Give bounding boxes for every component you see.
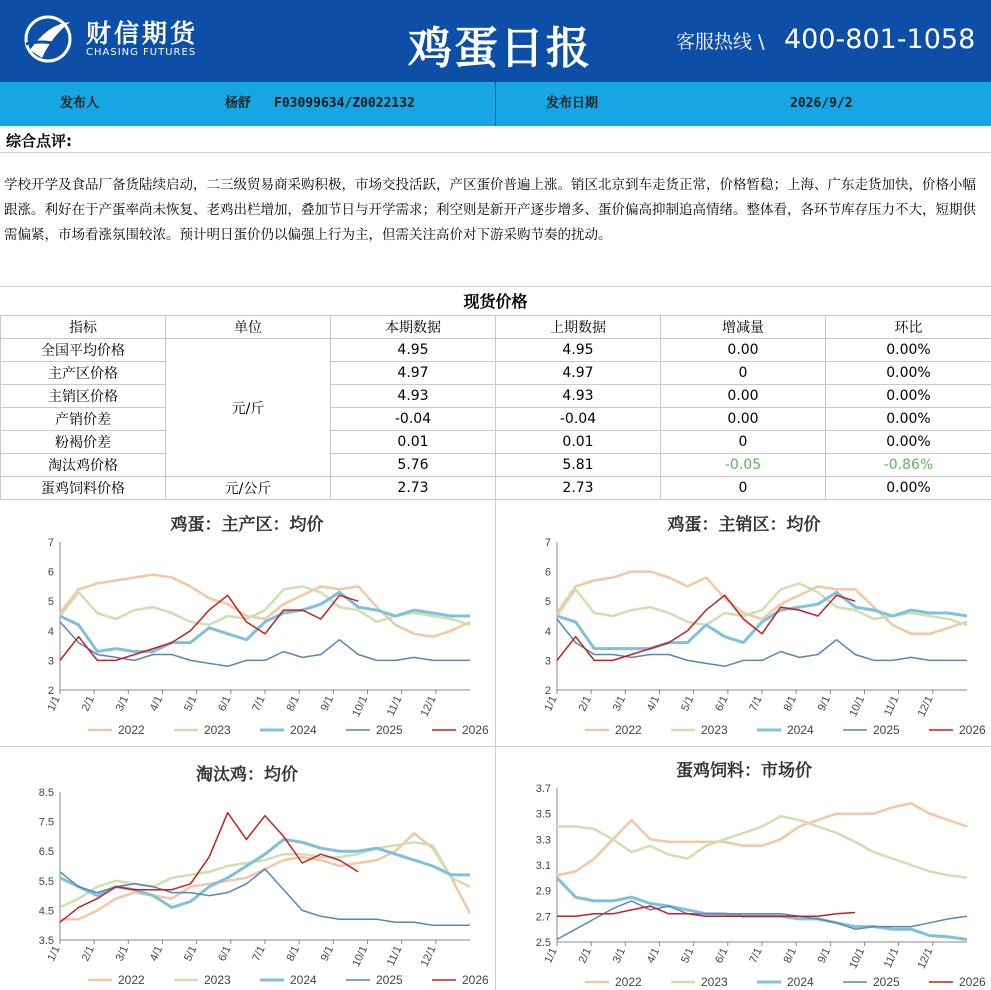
date-value: 2026/9/2 xyxy=(790,96,853,111)
divider xyxy=(0,286,991,287)
legend-label-2023: 2023 xyxy=(204,723,231,737)
current-value: 5.76 xyxy=(331,454,496,477)
x-tick-label: 6/1 xyxy=(216,944,234,964)
chart-title: 淘汰鸡：均价 xyxy=(196,765,298,785)
current-value: 0.01 xyxy=(331,431,496,454)
table-row xyxy=(1,477,991,500)
x-tick-label: 1/1 xyxy=(542,946,560,966)
series-line-2022 xyxy=(60,833,470,919)
publisher-info-bar xyxy=(0,82,991,126)
x-tick-label: 3/1 xyxy=(610,946,629,966)
x-tick-label: 2/1 xyxy=(576,946,594,966)
row-name: 粉褐价差 xyxy=(1,431,166,454)
series-line-2025 xyxy=(60,622,470,666)
publisher-name: 杨舒 xyxy=(225,96,252,111)
x-tick-label: 12/1 xyxy=(915,946,936,971)
hotline-separator: \ xyxy=(758,31,765,53)
legend-label-2023: 2023 xyxy=(204,973,231,987)
hotline-number: 400-801-1058 xyxy=(784,24,976,55)
x-tick-label: 11/1 xyxy=(384,694,405,718)
change-percent: 0.00% xyxy=(826,408,991,431)
comment-body: 学校开学及食品厂备货陆续启动，二三级贸易商采购积极，市场交投活跃，产区蛋价普遍上涨。销区北京到车走货正常，价格暂稳；上海、广东走货加快，价格小幅跟涨。利好在于产蛋率尚未恢复、老鸡出栏增加，叠加节日与开学需求；利空则是新开产逐步增多、蛋价偏高抑制追高情绪。整体看，各环节库存压力不大，短期供需偏紧，市场看涨氛围较浓。预计明日蛋价仍以偏强上行为主，但需关注高价对下游采购节奏的扰动。 xyxy=(4,177,976,243)
chart-title: 鸡蛋：主产区：均价 xyxy=(170,515,324,535)
chart-main-selling-area xyxy=(497,500,991,745)
table-row xyxy=(1,431,991,454)
y-tick-label: 2.9 xyxy=(535,885,551,898)
change-value: 0.00 xyxy=(661,408,826,431)
y-tick-label: 3.3 xyxy=(535,834,551,847)
y-tick-label: 3.5 xyxy=(535,808,551,821)
table-header: 本期数据 xyxy=(331,316,496,339)
y-tick-label: 2 xyxy=(47,685,54,697)
previous-value: -0.04 xyxy=(496,408,661,431)
date-label: 发布日期 xyxy=(546,96,599,111)
x-tick-label: 12/1 xyxy=(418,944,439,969)
x-tick-label: 1/1 xyxy=(45,944,63,964)
change-percent: 0.00% xyxy=(826,431,991,454)
table-header: 增减量 xyxy=(661,316,826,339)
chart-main-selling-area-svg xyxy=(497,500,991,745)
change-percent: 0.00% xyxy=(826,477,991,500)
company-name-cn: 财信期货 xyxy=(86,19,199,48)
chart-main-producing-area xyxy=(0,500,494,745)
y-tick-label: 5.5 xyxy=(38,875,54,888)
x-tick-label: 10/1 xyxy=(847,694,868,719)
x-tick-label: 10/1 xyxy=(350,694,371,719)
row-name: 蛋鸡饲料价格 xyxy=(1,477,166,500)
table-header: 单位 xyxy=(166,316,331,339)
x-tick-label: 11/1 xyxy=(881,694,902,718)
legend-label-2025: 2025 xyxy=(873,975,900,989)
y-tick-label: 3.1 xyxy=(535,860,551,872)
legend-label-2026: 2026 xyxy=(462,723,489,737)
change-value: 0 xyxy=(661,431,826,454)
series-line-2024 xyxy=(557,592,967,648)
y-tick-label: 7 xyxy=(544,537,551,549)
legend-label-2025: 2025 xyxy=(376,723,403,737)
x-tick-label: 3/1 xyxy=(610,694,629,714)
change-value: 0.00 xyxy=(661,339,826,362)
legend-label-2025: 2025 xyxy=(873,723,900,737)
table-row xyxy=(1,339,991,362)
chart-divider xyxy=(0,746,991,747)
row-name: 淘汰鸡价格 xyxy=(1,454,166,477)
table-row xyxy=(1,362,991,385)
previous-value: 2.73 xyxy=(496,477,661,500)
x-tick-label: 6/1 xyxy=(713,946,731,966)
x-tick-label: 1/1 xyxy=(542,694,560,714)
x-tick-label: 9/1 xyxy=(318,694,337,714)
change-percent: 0.00% xyxy=(826,362,991,385)
unit-cell: 元/公斤 xyxy=(166,477,331,500)
x-tick-label: 2/1 xyxy=(79,944,97,964)
y-tick-label: 4.5 xyxy=(38,905,54,918)
x-tick-label: 1/1 xyxy=(45,694,63,714)
chart-layer-feed-svg xyxy=(497,748,991,990)
x-tick-label: 11/1 xyxy=(881,946,902,970)
table-header: 上期数据 xyxy=(496,316,661,339)
spot-table-title: 现货价格 xyxy=(463,292,528,311)
series-line-2022 xyxy=(60,575,470,637)
legend-label-2026: 2026 xyxy=(959,723,986,737)
x-tick-label: 2/1 xyxy=(576,694,594,714)
current-value: 4.93 xyxy=(331,385,496,408)
y-tick-label: 5 xyxy=(47,596,54,609)
y-tick-label: 6 xyxy=(47,566,54,579)
series-line-2024 xyxy=(60,592,470,651)
x-tick-label: 4/1 xyxy=(147,944,166,964)
x-tick-label: 10/1 xyxy=(847,946,868,971)
previous-value: 0.01 xyxy=(496,431,661,454)
legend-label-2024: 2024 xyxy=(787,723,814,737)
x-tick-label: 8/1 xyxy=(284,694,302,714)
series-line-2025 xyxy=(557,901,967,940)
x-tick-label: 4/1 xyxy=(147,694,166,714)
y-tick-label: 6 xyxy=(544,566,551,579)
table-header-row xyxy=(1,316,991,339)
table-row xyxy=(1,408,991,431)
x-tick-label: 5/1 xyxy=(679,946,697,966)
legend-label-2023: 2023 xyxy=(701,723,728,737)
legend-label-2025: 2025 xyxy=(376,973,403,987)
series-line-2022 xyxy=(557,572,967,634)
previous-value: 4.95 xyxy=(496,339,661,362)
y-tick-label: 3.7 xyxy=(535,783,551,795)
change-value: -0.05 xyxy=(661,454,826,477)
x-tick-label: 11/1 xyxy=(384,944,405,968)
y-tick-label: 8.5 xyxy=(38,787,54,799)
legend-label-2022: 2022 xyxy=(615,723,642,737)
x-tick-label: 9/1 xyxy=(815,946,834,966)
x-tick-label: 12/1 xyxy=(915,694,936,719)
report-header xyxy=(0,0,991,82)
legend-label-2026: 2026 xyxy=(462,973,489,987)
spot-price-table xyxy=(0,315,991,500)
x-tick-label: 7/1 xyxy=(250,694,268,714)
table-header: 环比 xyxy=(826,316,991,339)
x-tick-label: 10/1 xyxy=(350,944,371,969)
legend-label-2022: 2022 xyxy=(615,975,642,989)
change-value: 0 xyxy=(661,477,826,500)
y-tick-label: 3.5 xyxy=(38,935,54,947)
series-line-2024 xyxy=(557,878,967,940)
x-tick-label: 3/1 xyxy=(113,944,132,964)
x-tick-label: 4/1 xyxy=(644,694,663,714)
x-tick-label: 5/1 xyxy=(182,944,200,964)
publisher-label: 发布人 xyxy=(60,96,100,111)
legend-label-2024: 2024 xyxy=(787,975,814,989)
x-tick-label: 7/1 xyxy=(250,944,268,964)
legend-label-2024: 2024 xyxy=(290,723,317,737)
y-tick-label: 2.7 xyxy=(535,911,551,924)
x-tick-label: 12/1 xyxy=(418,694,439,719)
change-value: 0.00 xyxy=(661,385,826,408)
legend-label-2022: 2022 xyxy=(118,973,145,987)
current-value: 4.97 xyxy=(331,362,496,385)
table-row xyxy=(1,454,991,477)
y-tick-label: 2.5 xyxy=(535,937,551,949)
legend-label-2026: 2026 xyxy=(959,975,986,989)
legend-label-2023: 2023 xyxy=(701,975,728,989)
y-tick-label: 6.5 xyxy=(38,846,54,859)
x-tick-label: 8/1 xyxy=(781,694,799,714)
y-tick-label: 7 xyxy=(47,537,54,549)
x-tick-label: 9/1 xyxy=(318,944,337,964)
table-row xyxy=(1,385,991,408)
x-tick-label: 5/1 xyxy=(679,694,697,714)
chart-divider xyxy=(495,498,496,990)
x-tick-label: 8/1 xyxy=(781,946,799,966)
chart-title: 鸡蛋：主销区：均价 xyxy=(667,515,821,535)
x-tick-label: 6/1 xyxy=(713,694,731,714)
series-line-2022 xyxy=(557,803,967,875)
y-tick-label: 3 xyxy=(47,655,54,668)
current-value: -0.04 xyxy=(331,408,496,431)
x-tick-label: 7/1 xyxy=(747,946,765,966)
company-name-en: CHASING FUTURES xyxy=(86,47,197,58)
x-tick-label: 5/1 xyxy=(182,694,200,714)
unit-cell: 元/斤 xyxy=(166,339,331,477)
y-tick-label: 3 xyxy=(544,655,551,668)
x-tick-label: 6/1 xyxy=(216,694,234,714)
publisher-id: F03099634/Z0022132 xyxy=(274,96,415,111)
current-value: 2.73 xyxy=(331,477,496,500)
row-name: 主销区价格 xyxy=(1,385,166,408)
chart-title: 蛋鸡饲料：市场价 xyxy=(676,761,812,781)
x-tick-label: 4/1 xyxy=(644,946,663,966)
change-percent: -0.86% xyxy=(826,454,991,477)
change-value: 0 xyxy=(661,362,826,385)
company-logo-icon xyxy=(22,14,74,64)
hotline-label: 客服热线 \ xyxy=(676,31,765,53)
y-tick-label: 7.5 xyxy=(38,816,54,829)
chart-layer-feed xyxy=(497,748,991,990)
x-tick-label: 2/1 xyxy=(79,694,97,714)
row-name: 全国平均价格 xyxy=(1,339,166,362)
previous-value: 5.81 xyxy=(496,454,661,477)
comment-heading: 综合点评: xyxy=(6,132,72,150)
x-tick-label: 9/1 xyxy=(815,694,834,714)
change-percent: 0.00% xyxy=(826,385,991,408)
row-name: 产销价差 xyxy=(1,408,166,431)
table-header: 指标 xyxy=(1,316,166,339)
previous-value: 4.93 xyxy=(496,385,661,408)
y-tick-label: 2 xyxy=(544,685,551,697)
divider xyxy=(0,152,991,153)
y-tick-label: 4 xyxy=(544,625,551,638)
y-tick-label: 5 xyxy=(544,596,551,609)
row-name: 主产区价格 xyxy=(1,362,166,385)
chart-main-producing-area-svg xyxy=(0,500,494,745)
legend-label-2024: 2024 xyxy=(290,973,317,987)
previous-value: 4.97 xyxy=(496,362,661,385)
x-tick-label: 3/1 xyxy=(113,694,132,714)
chart-culled-hen-svg xyxy=(0,748,494,990)
chart-culled-hen xyxy=(0,748,494,990)
legend-label-2022: 2022 xyxy=(118,723,145,737)
change-percent: 0.00% xyxy=(826,339,991,362)
info-divider xyxy=(495,82,496,126)
y-tick-label: 4 xyxy=(47,625,54,638)
x-tick-label: 8/1 xyxy=(284,944,302,964)
page-title: 鸡蛋日报 xyxy=(408,23,592,74)
current-value: 4.95 xyxy=(331,339,496,362)
x-tick-label: 7/1 xyxy=(747,694,765,714)
